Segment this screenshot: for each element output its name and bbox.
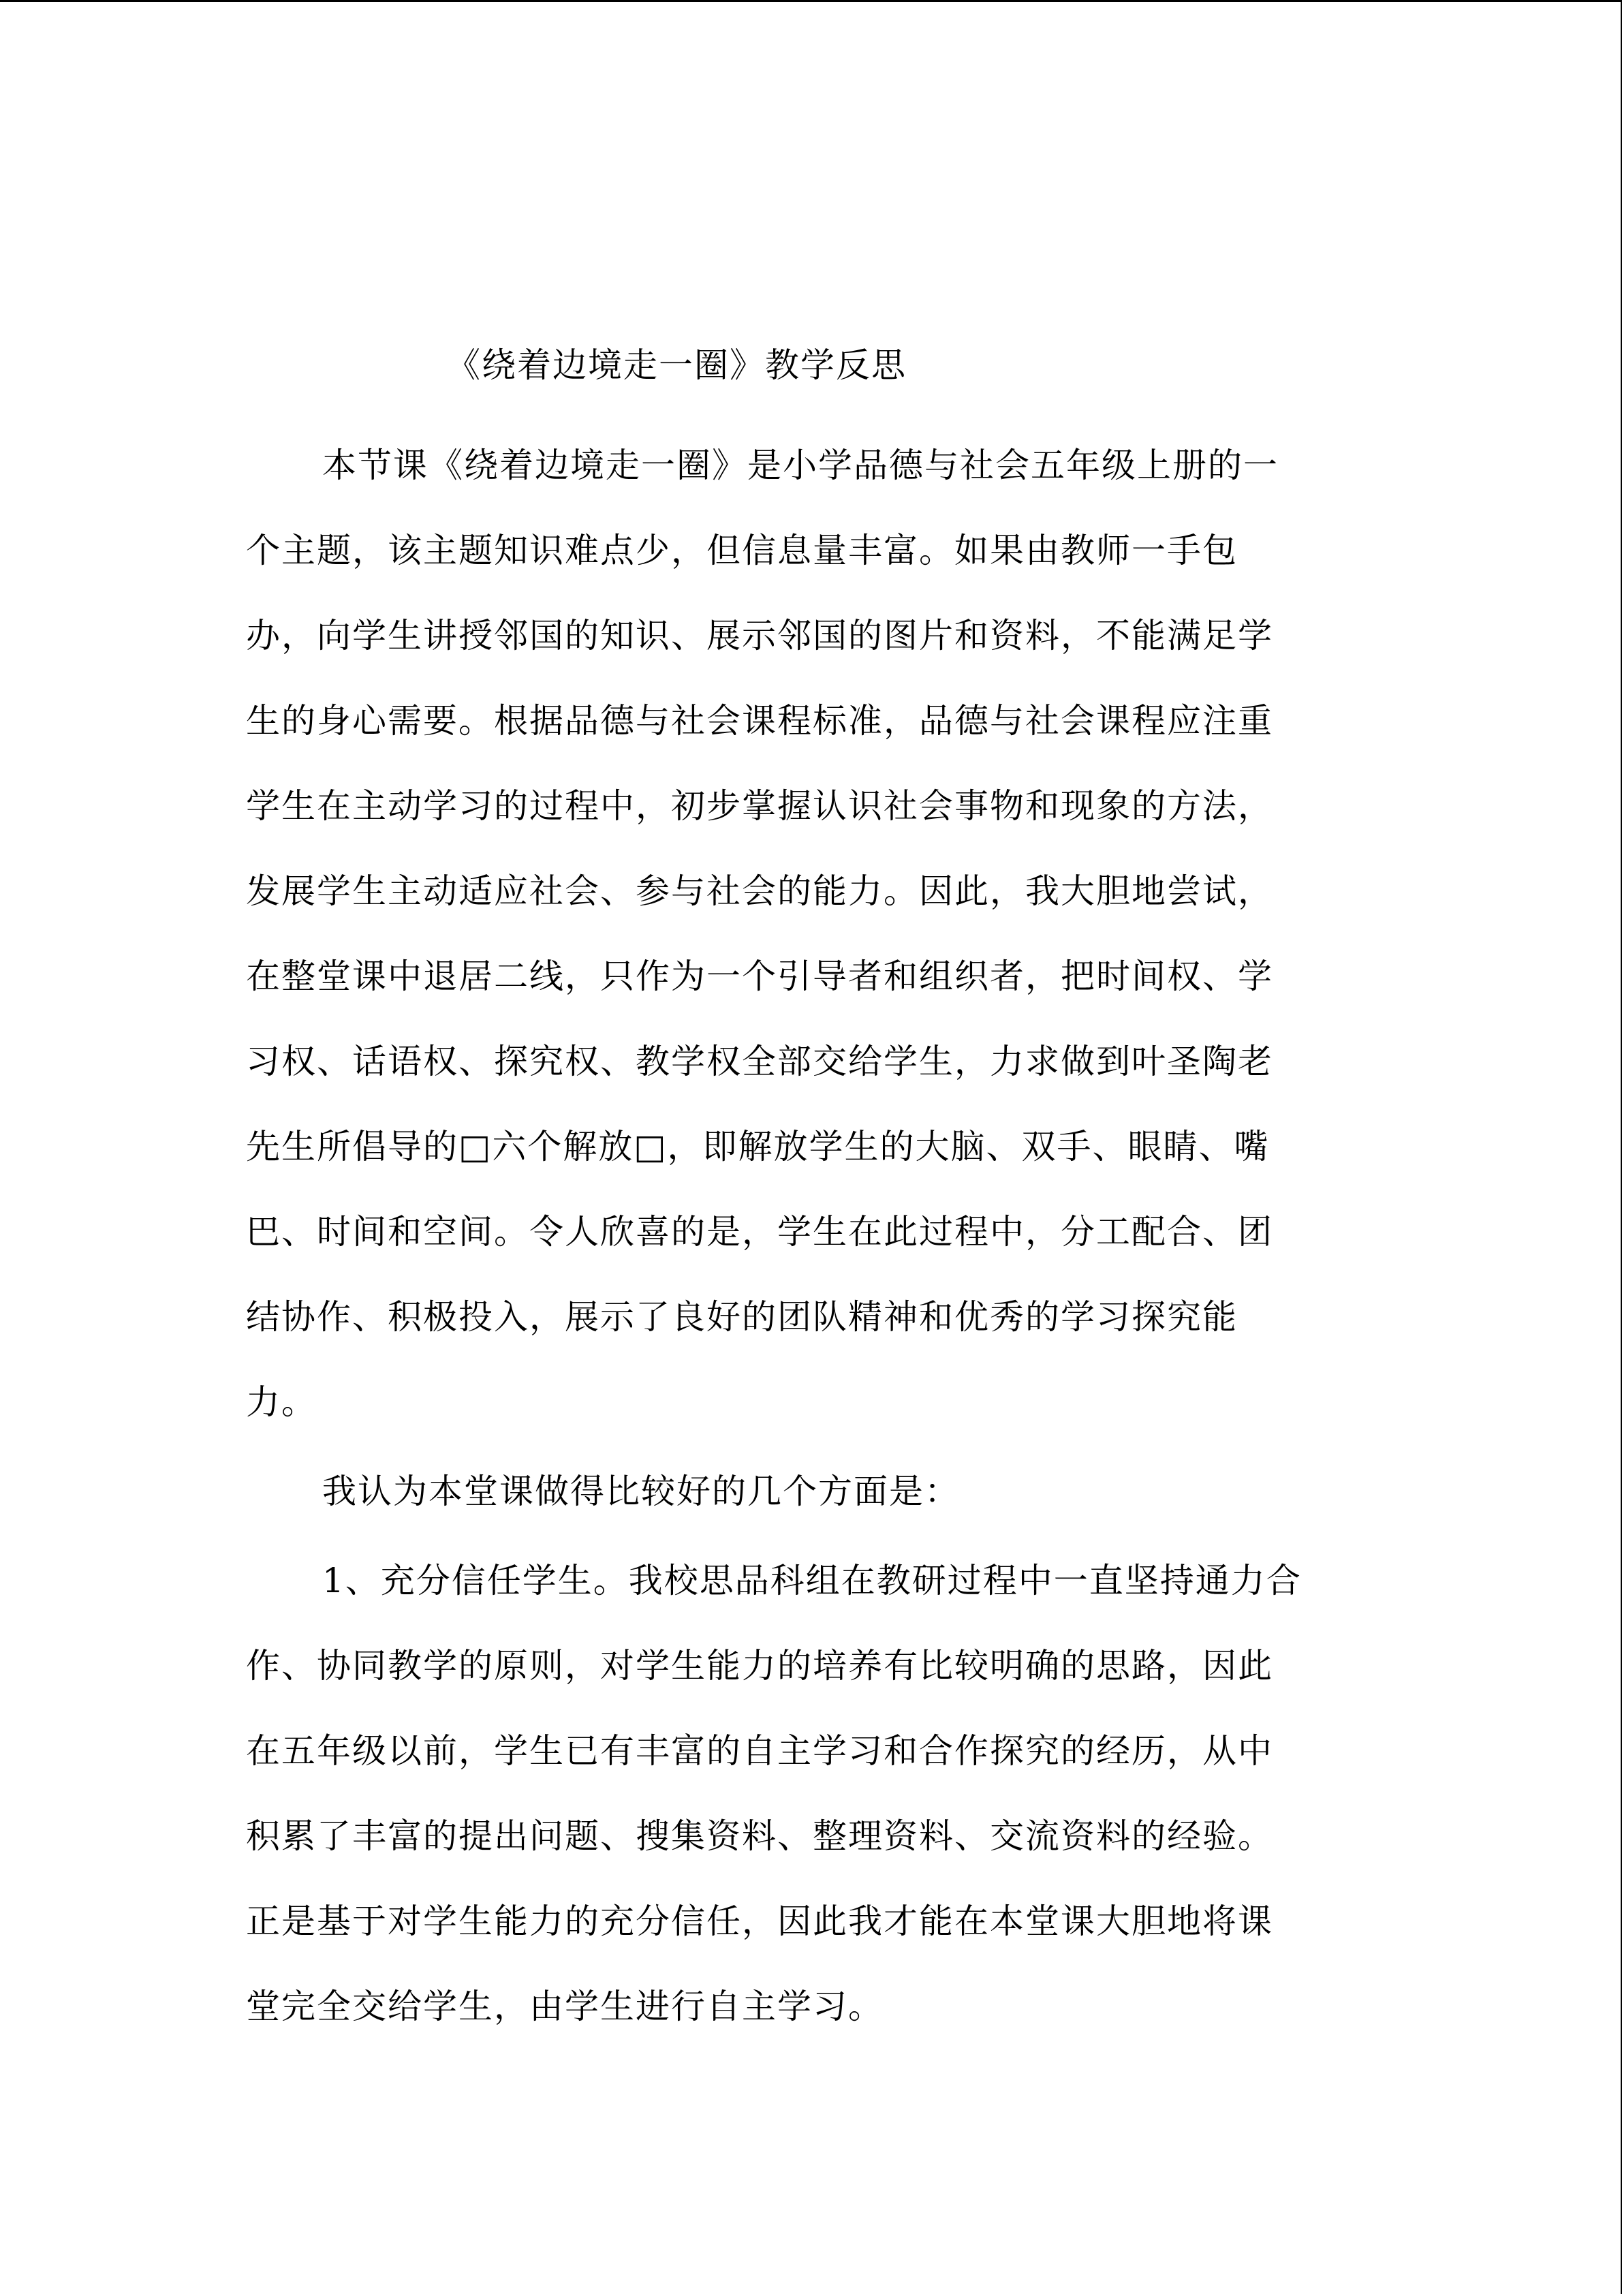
paragraph-point-1: 1、充分信任学生。我校思品科组在教研过程中一直坚持通力合 作、协同教学的原则，对学生能力的培养有比较明确的思路，因此 在五年级以前，学生已有丰富的自主学习和合作探究的经历，从中 积累了丰富的提出问题、搜集资料、整理资料、交流资料的经验。 正是基于对学生能力的充分信任，因此我才能在本堂课大胆地将课 堂完全交给学生，由学生进行自主学习。 bbox=[246, 1561, 1302, 2026]
document-body bbox=[246, 423, 1377, 2053]
paragraph-strengths-heading: 我认为本堂课做得比较好的几个方面是： bbox=[322, 1472, 960, 1511]
document-page bbox=[0, 2, 1622, 2296]
paragraph-intro: 本节课《绕着边境走一圈》是小学品德与社会五年级上册的一 个主题，该主题知识难点少，但信息量丰富。如果由教师一手包 办，向学生讲授邻国的知识、展示邻国的图片和资料，不能满足学 生的身心需要。根据品德与社会课程标准，品德与社会课程应注重 学生在主动学习的过程中，初步掌握认识社会事物和现象的方法， 发展学生主动适应社会、参与社会的能力。因此，我大胆地尝试， 在整堂课中退居二线，只作为一个引导者和组织者，把时间权、学 习权、话语权、探究权、教学权全部交给学生，力求做到叶圣陶老 先生所倡导的□六个解放□，即解放学生的大脑、双手、眼睛、嘴 巴、时间和空间。令人欣喜的是，学生在此过程中，分工配合、团 结协作、积极投入，展示了良好的团队精神和优秀的学习探究能 力。 bbox=[246, 446, 1279, 1422]
document-title: 《绕着边境走一圈》教学反思 bbox=[446, 345, 907, 385]
